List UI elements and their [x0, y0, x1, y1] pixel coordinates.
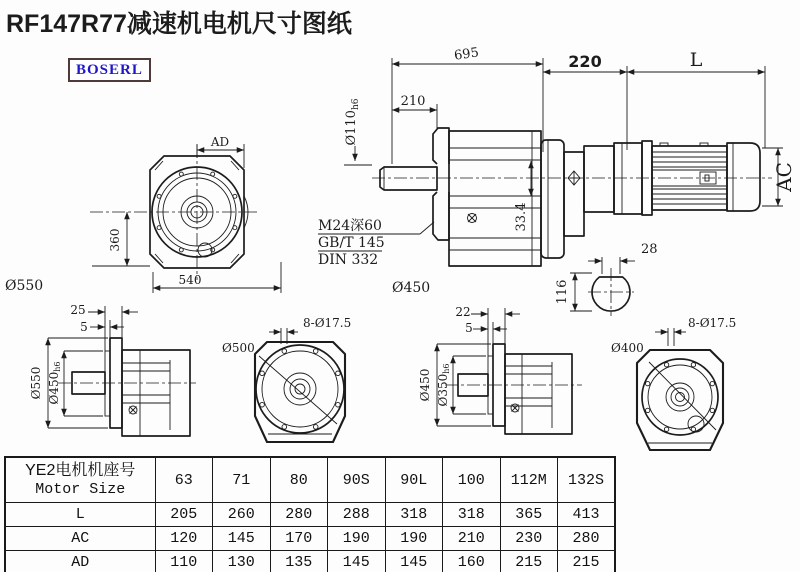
label-dia500: Ø500 [222, 341, 255, 355]
cell: 365 [500, 503, 558, 527]
cell: 190 [385, 527, 443, 551]
size-col: 100 [443, 457, 501, 503]
dim-dia450h6: Ø450h6 [47, 361, 62, 405]
label-dia550: Ø550 [5, 278, 44, 294]
size-col: 80 [270, 457, 328, 503]
cell: 260 [213, 503, 271, 527]
table-row-AD [5, 551, 615, 572]
header-cn: YE2电机机座号 [25, 462, 136, 479]
note-m24: M24深60 [318, 218, 382, 234]
row-label: AC [5, 527, 155, 551]
cell: 120 [155, 527, 213, 551]
dim-695: 695 [453, 45, 480, 64]
cell: 280 [558, 527, 616, 551]
cell: 145 [385, 551, 443, 572]
header-en: Motor Size [35, 481, 126, 498]
dim-shaft-dia: $Ø110_{h6}$ [344, 98, 361, 146]
cell: 145 [213, 527, 271, 551]
cell: 205 [155, 503, 213, 527]
cell: 280 [270, 503, 328, 527]
dim-360: 360 [108, 228, 122, 252]
dim-5: 5 [80, 320, 88, 334]
header-motor-size [5, 457, 155, 503]
cell: 135 [270, 551, 328, 572]
bolt-holes [646, 363, 715, 432]
adapter-bolt-symbol [568, 171, 580, 185]
dim-5: 5 [465, 321, 473, 335]
cell: 210 [443, 527, 501, 551]
dim-33-4: 33.4 [514, 202, 529, 232]
dim-22: 22 [455, 305, 471, 319]
brand-logo: BOSERL [68, 58, 151, 82]
gearbox-front-view [5, 135, 281, 294]
table-row-AC [5, 527, 615, 551]
motor-size-table [4, 456, 616, 572]
dim-28: 28 [641, 242, 658, 257]
size-col: 90S [328, 457, 386, 503]
cell: 318 [443, 503, 501, 527]
dim-25: 25 [70, 303, 86, 317]
bolt-holes [260, 349, 340, 429]
size-col: 63 [155, 457, 213, 503]
dim-116: 116 [555, 279, 570, 305]
flange-small-front-view [611, 316, 736, 450]
label-bolt-circle: 8-Ø17.5 [303, 316, 352, 330]
flange-small-side-view [418, 305, 582, 434]
size-col: 112M [500, 457, 558, 503]
cell: 160 [443, 551, 501, 572]
cell: 130 [213, 551, 271, 572]
dim-AC: AC [772, 162, 796, 192]
cell: 215 [558, 551, 616, 572]
shaft-section-view [555, 242, 658, 316]
assembly-side-view [318, 45, 796, 296]
cell: 170 [270, 527, 328, 551]
dim-dia450: Ø450 [418, 368, 432, 402]
page-title: RF147R77减速机电机尺寸图纸 [6, 10, 352, 38]
dim-540: 540 [178, 273, 202, 287]
row-label: AD [5, 551, 155, 572]
label-dia400: Ø400 [611, 341, 644, 355]
cell: 230 [500, 527, 558, 551]
dim-dia550: Ø550 [29, 366, 43, 400]
dim-210: 210 [400, 94, 426, 109]
bolt-symbol [468, 214, 477, 223]
table-header-row [5, 457, 615, 503]
row-label: L [5, 503, 155, 527]
cell: 145 [328, 551, 386, 572]
size-col: 132S [558, 457, 616, 503]
label-dia450-mid: Ø450 [392, 280, 431, 296]
cell: 288 [328, 503, 386, 527]
cell: 190 [328, 527, 386, 551]
label-bolt-circle: 8-Ø17.5 [688, 316, 737, 330]
dim-AD: AD [210, 135, 230, 149]
size-col: 90L [385, 457, 443, 503]
cell: 318 [385, 503, 443, 527]
cell: 110 [155, 551, 213, 572]
size-col: 71 [213, 457, 271, 503]
note-din: DIN 332 [318, 252, 379, 268]
bolt-symbol [129, 406, 137, 414]
dim-220: 220 [568, 52, 602, 71]
dim-dia350h6: Ø350h6 [436, 363, 451, 407]
table-row-L [5, 503, 615, 527]
note-gbt: GB/T 145 [318, 235, 385, 251]
bolt-symbol [511, 404, 519, 412]
flange-large-front-view [222, 316, 351, 442]
dim-L: L [689, 49, 703, 71]
cell: 413 [558, 503, 616, 527]
cell: 215 [500, 551, 558, 572]
flange-large-side-view [29, 303, 196, 436]
